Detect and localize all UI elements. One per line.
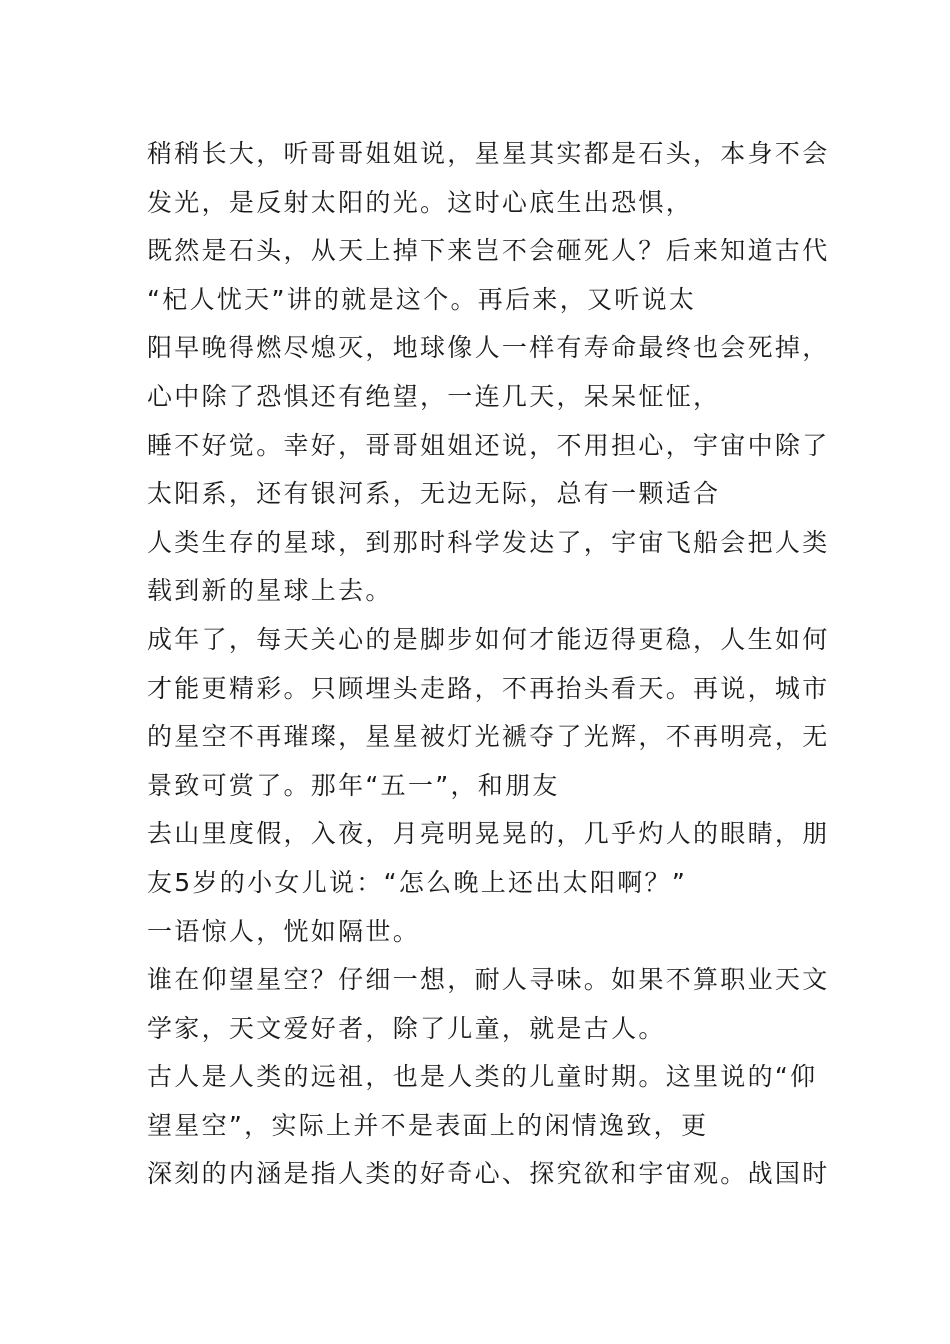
body-text <box>147 130 830 1199</box>
text-line: 学家，天文爱好者，除了儿童，就是古人。 <box>147 1013 666 1043</box>
text-line: 睡不好觉。幸好，哥哥姐姐还说，不用担心，宇宙中除了 <box>147 430 830 460</box>
text-line: “杞人忧天”讲的就是这个。再后来，又听说太 <box>147 284 697 314</box>
text-line: 去山里度假，入夜，月亮明晃晃的，几乎灼人的眼睛，朋 <box>147 819 830 849</box>
text-line: 人类生存的星球，到那时科学发达了，宇宙飞船会把人类 <box>147 527 830 557</box>
text-line: 成年了，每天关心的是脚步如何才能迈得更稳，人生如何 <box>147 624 830 654</box>
text-line: 景致可赏了。那年“五一”，和朋友 <box>147 770 560 800</box>
text-line: 友5岁的小女儿说：“怎么晚上还出太阳啊？” <box>147 867 688 897</box>
text-line: 的星空不再璀璨，星星被灯光褫夺了光辉，不再明亮，无 <box>147 722 830 752</box>
text-line: 谁在仰望星空？仔细一想，耐人寻味。如果不算职业天文 <box>147 965 830 995</box>
text-line: 既然是石头，从天上掉下来岂不会砸死人？后来知道古代 <box>147 236 830 266</box>
text-line: 才能更精彩。只顾埋头走路，不再抬头看天。再说，城市 <box>147 673 830 703</box>
text-line: 阳早晚得燃尽熄灭，地球像人一样有寿命最终也会死掉， <box>147 333 830 363</box>
text-line: 望星空”，实际上并不是表面上的闲情逸致，更 <box>147 1110 709 1140</box>
text-line: 心中除了恐惧还有绝望，一连几天，呆呆怔怔， <box>147 381 721 411</box>
text-line: 载到新的星球上去。 <box>147 576 393 606</box>
text-line: 深刻的内涵是指人类的好奇心、探究欲和宇宙观。战国时 <box>147 1159 830 1189</box>
text-line: 发光，是反射太阳的光。这时心底生出恐惧， <box>147 187 694 217</box>
text-line: 一语惊人，恍如隔世。 <box>147 916 421 946</box>
text-line: 太阳系，还有银河系，无边无际，总有一颗适合 <box>147 479 721 509</box>
text-line: 稍稍长大，听哥哥姐姐说，星星其实都是石头，本身不会 <box>147 139 830 168</box>
text-line: 古人是人类的远祖，也是人类的儿童时期。这里说的“仰 <box>147 1062 818 1092</box>
